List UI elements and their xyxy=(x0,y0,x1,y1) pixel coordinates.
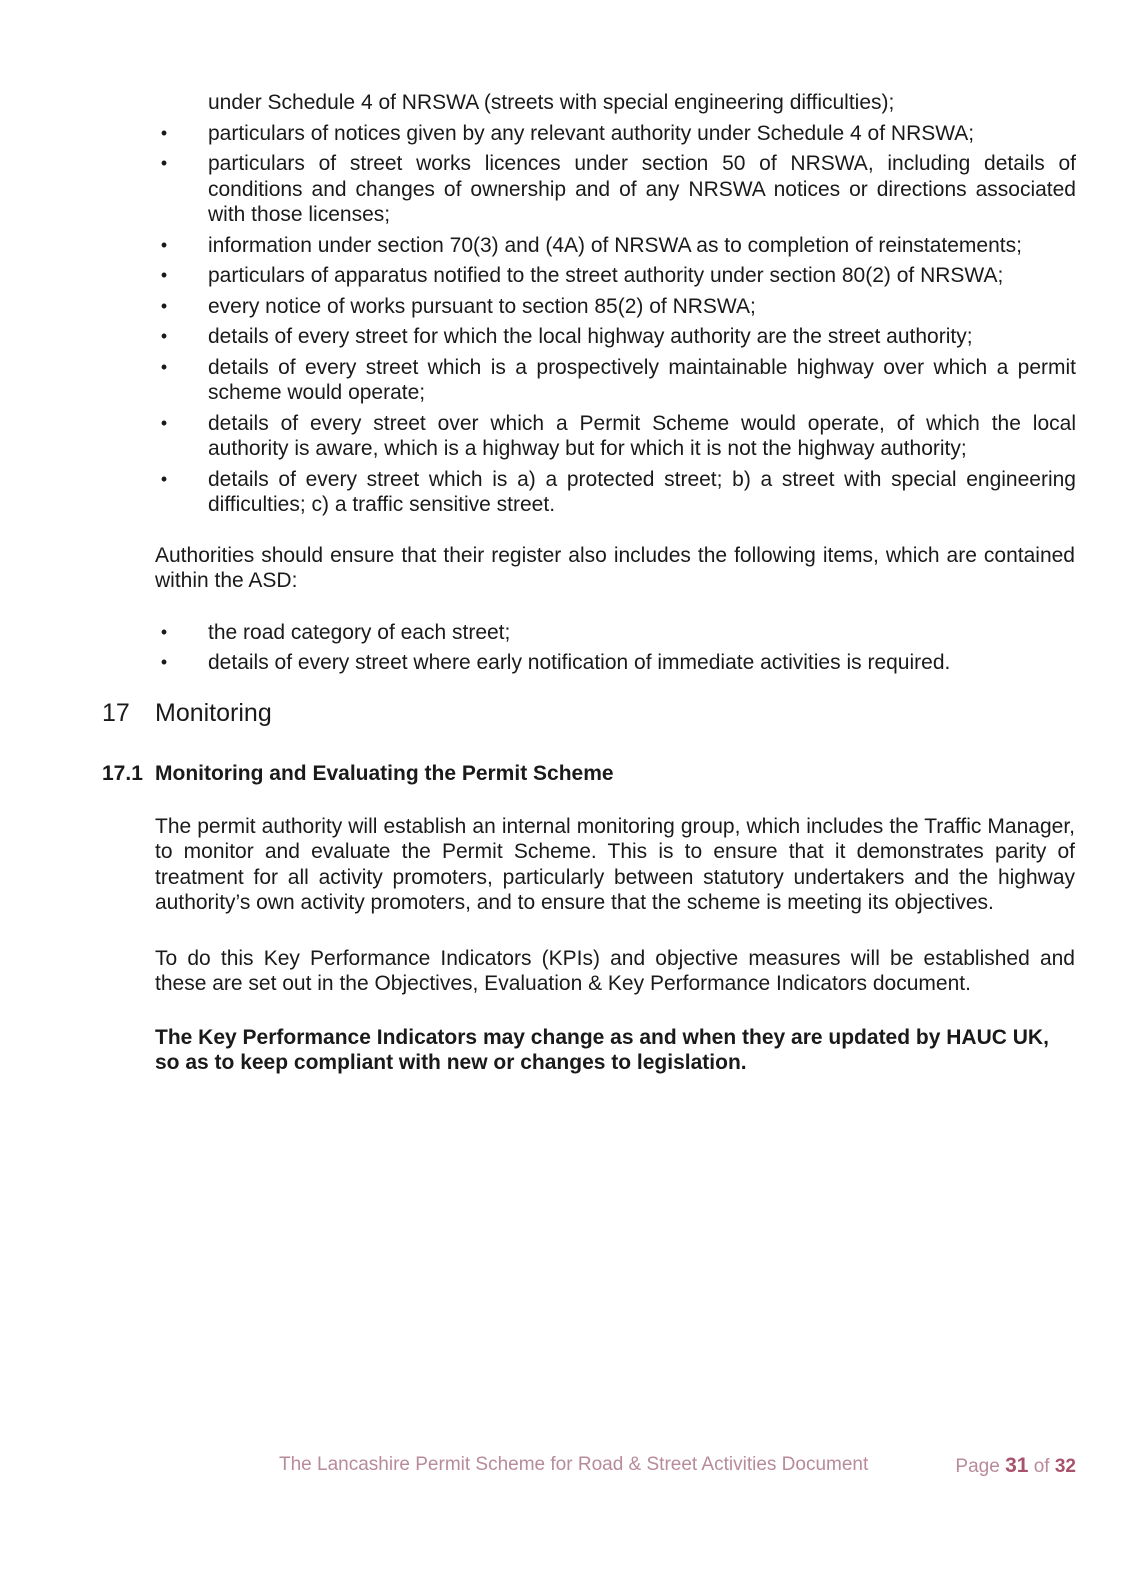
of-label: of xyxy=(1033,1456,1050,1477)
kpi-change-notice: The Key Performance Indicators may change as and when they are updated by HAUC UK, so as to keep compliant with new or changes to legislation. xyxy=(155,1025,1049,1074)
list-item-text: details of every street for which the local highway authority are the street authority; xyxy=(208,325,973,348)
page-number: 31 xyxy=(1005,1454,1029,1477)
bullet-icon: • xyxy=(160,652,168,672)
list-item-text: information under section 70(3) and (4A) of NRSWA as to completion of reinstatements; xyxy=(208,233,1022,257)
list-item xyxy=(160,121,1076,147)
list-item xyxy=(160,650,1076,676)
list-item-continuation: under Schedule 4 of NRSWA (streets with special engineering difficulties); xyxy=(208,91,895,114)
list-item xyxy=(160,324,1076,350)
kpi-paragraph: To do this Key Performance Indicators (KPIs) and objective measures will be established and these are set out in the Objectives, Evaluation & Key Performance Indicators document. xyxy=(155,946,1075,995)
subsection-title: Monitoring and Evaluating the Permit Scheme xyxy=(155,761,614,785)
footer-page-info xyxy=(955,1454,1076,1478)
list-item xyxy=(160,233,1076,259)
list-item-text: the road category of each street; xyxy=(208,620,511,644)
subsection-number: 17.1 xyxy=(102,761,143,785)
list-item xyxy=(160,467,1076,518)
bullet-icon: • xyxy=(160,295,168,316)
bullet-icon: • xyxy=(160,356,168,377)
section-number: 17 xyxy=(102,698,130,727)
list-item-text: details of every street which is a prospectively maintainable highway over which a permit scheme would operate; xyxy=(208,355,1076,404)
page-content xyxy=(0,90,1125,1076)
page-label: Page xyxy=(955,1456,1000,1477)
list-item-text: details of every street over which a Permit Scheme would operate, of which the local authority is aware, which is a highway but for which it is not the highway authority; xyxy=(208,411,1076,460)
list-item-text: details of every street where early notification of immediate activities is required. xyxy=(208,651,951,674)
asd-items-list xyxy=(0,620,1125,676)
list-item-text: details of every street which is a) a protected street; b) a street with special engineering difficulties; c) a traffic sensitive street. xyxy=(208,467,1076,516)
bullet-icon: • xyxy=(160,122,168,143)
list-item-text: particulars of notices given by any relevant authority under Schedule 4 of NRSWA; xyxy=(208,121,975,145)
list-item-text: every notice of works pursuant to section 85(2) of NRSWA; xyxy=(208,294,756,318)
bullet-icon: • xyxy=(160,326,168,346)
register-items-list xyxy=(0,121,1125,518)
total-pages: 32 xyxy=(1054,1456,1076,1477)
subsection-heading xyxy=(0,761,1125,787)
list-item-text: particulars of street works licences under section 50 of NRSWA, including details of conditions and changes of ownership and of any NRSWA notices or directions associated with those licenses; xyxy=(208,152,1076,226)
list-item-text: particulars of apparatus notified to the street authority under section 80(2) of NRSWA; xyxy=(208,264,1004,287)
list-item xyxy=(160,151,1076,228)
list-item xyxy=(160,294,1076,320)
section-title: Monitoring xyxy=(155,698,272,727)
footer-document-title: The Lancashire Permit Scheme for Road & Street Activities Document xyxy=(279,1454,869,1475)
list-item xyxy=(160,620,1076,646)
section-heading xyxy=(0,698,1125,728)
monitoring-paragraph: The permit authority will establish an internal monitoring group, which includes the Traffic Manager, to monitor and evaluate the Permit Scheme. This is to ensure that it demonstrates parity of treatment for all activity promoters, particularly between statutory undertakers and the highway authority’s own activity promoters, and to ensure that the scheme is meeting its objectives. xyxy=(155,814,1075,914)
bullet-icon: • xyxy=(160,621,168,642)
asd-paragraph: Authorities should ensure that their register also includes the following items, which are contained within the ASD: xyxy=(155,543,1075,592)
bullet-icon: • xyxy=(160,234,168,255)
bullet-icon: • xyxy=(160,153,168,173)
list-item xyxy=(160,355,1076,406)
page-footer xyxy=(0,1454,1125,1484)
list-item xyxy=(160,411,1076,462)
bullet-icon: • xyxy=(160,412,168,433)
bullet-icon: • xyxy=(160,265,168,285)
bullet-icon: • xyxy=(160,468,168,489)
list-item xyxy=(160,263,1076,289)
